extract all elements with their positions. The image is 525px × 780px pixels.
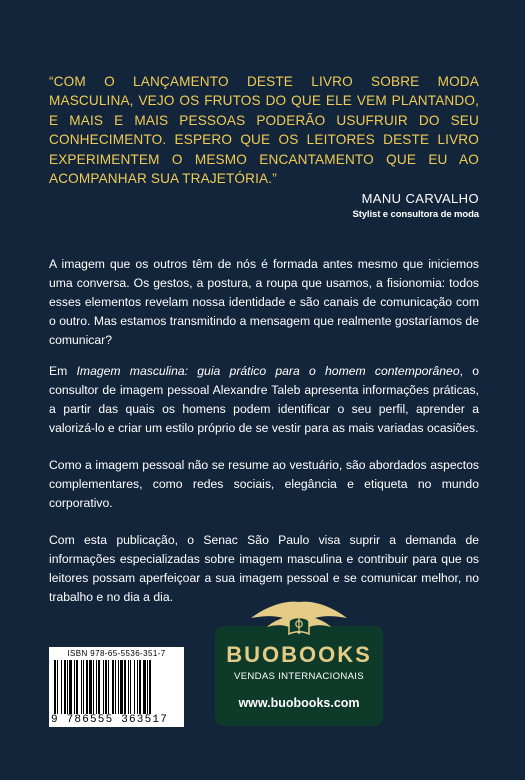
buobooks-logo	[215, 598, 383, 726]
endorsement-quote: “COM O LANÇAMENTO DESTE LIVRO SOBRE MODA MASCULINA, VEJO OS FRUTOS DO QUE ELE VEM PLANTANDO, E MAIS E MAIS PESSOAS PODERÃO USUFRUIR DO SEU CONHECIMENTO. ESPERO QUE OS LEITORES DESTE LIVRO EXPERIMENTEM O MESMO ENCANTAMENTO QUE EU AO ACOMPANHAR SUA TRAJETÓRIA.”	[49, 74, 479, 187]
barcode-bars	[52, 660, 181, 718]
barcode-number: 9 786555 363517	[51, 714, 169, 726]
book-description	[49, 255, 479, 619]
paragraph-2-text: , o consultor de imagem pessoal Alexandre Taleb apresenta informações práticas, a partir das quais os homens podem identificar o seu perfil, aprender a valorizá-lo e criar um estilo próprio de se vestir para as mais variadas ocasiões.	[49, 364, 479, 435]
description-paragraph-2	[49, 362, 479, 438]
logo-url[interactable]: www.buobooks.com	[238, 696, 360, 710]
description-paragraph-3: Como a imagem pessoal não se resume ao vestuário, são abordados aspectos complementares, como redes sociais, elegância e etiqueta no mundo corporativo.	[49, 458, 479, 510]
quote-author-name: MANU CARVALHO	[361, 191, 479, 206]
quote-attribution	[352, 191, 479, 220]
description-paragraph-1: A imagem que os outros têm de nós é formada antes mesmo que iniciemos uma conversa. Os gestos, a postura, a roupa que usamos, a fisionomia: todos esses elementos revelam nossa identidade e são canais de comunicação com o outro. Mas estamos transmitindo a mensagem que realmente gostaríamos de comunicar?	[49, 257, 479, 347]
isbn-barcode	[49, 647, 184, 727]
logo-subtitle: VENDAS INTERNACIONAIS	[234, 671, 364, 682]
winged-book-icon	[233, 598, 365, 642]
paragraph-2-prefix: Em	[49, 364, 77, 378]
isbn-label: ISBN 978-65-5536-351-7	[67, 649, 166, 658]
logo-brand: BUOBOOKS	[226, 642, 372, 667]
quote-author-role: Stylist e consultora de moda	[352, 209, 479, 220]
description-paragraph-4: Com esta publicação, o Senac São Paulo visa suprir a demanda de informações especializadas sobre imagem masculina e contribuir para que os leitores possam aperfeiçoar a sua imagem pessoal e se comunicar melhor, no trabalho e no dia a dia.	[49, 533, 479, 604]
book-title: Imagem masculina: guia prático para o homem contemporâneo	[76, 364, 460, 378]
